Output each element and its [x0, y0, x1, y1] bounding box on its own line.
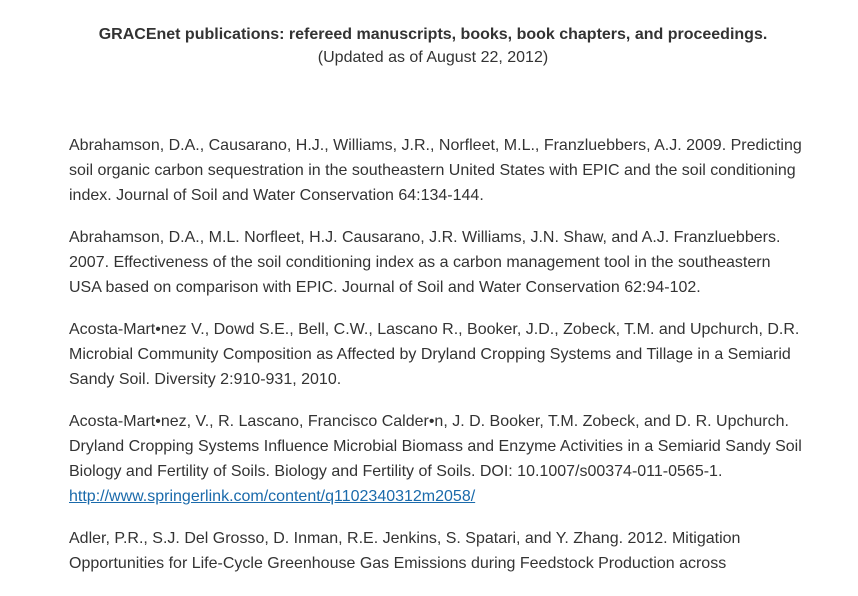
reference-list — [69, 133, 804, 593]
reference-item — [69, 133, 804, 208]
reference-text: Acosta-Mart•nez V., Dowd S.E., Bell, C.W., Lascano R., Booker, J.D., Zobeck, T.M. and Upchurch, D.R. Microbial Community Composition as Affected by Dryland Cropping Systems and Tillage in a Semiarid Sandy Soil. Diversity 2:910-931, 2010. — [69, 321, 800, 388]
document-header — [0, 24, 858, 69]
reference-item — [69, 526, 804, 576]
reference-item — [69, 225, 804, 300]
page-title: GRACEnet publications: refereed manuscripts, books, book chapters, and proceedings. — [98, 26, 768, 43]
reference-item — [69, 409, 804, 509]
reference-item — [69, 317, 804, 392]
page-subtitle: (Updated as of August 22, 2012) — [317, 49, 549, 66]
reference-text: Adler, P.R., S.J. Del Grosso, D. Inman, R.E. Jenkins, S. Spatari, and Y. Zhang. 2012. Mitigation Opportunities for Life-Cycle Greenhouse Gas Emissions during Feedstock Production across — [69, 530, 741, 572]
reference-text: Abrahamson, D.A., Causarano, H.J., Williams, J.R., Norfleet, M.L., Franzluebbers, A.J. 2009. Predicting soil organic carbon sequestration in the southeastern United States with EPIC and the soil conditioning index. Journal of Soil and Water Conservation 64:134-144. — [69, 137, 802, 204]
reference-text: Abrahamson, D.A., M.L. Norfleet, H.J. Causarano, J.R. Williams, J.N. Shaw, and A.J. Franzluebbers. 2007. Effectiveness of the soil conditioning index as a carbon management tool in the southeastern USA based on comparison with EPIC. Journal of Soil and Water Conservation 62:94-102. — [69, 229, 781, 296]
reference-text: Acosta-Mart•nez, V., R. Lascano, Francisco Calder•n, J. D. Booker, T.M. Zobeck, and D. R. Upchurch. Dryland Cropping Systems Influence Microbial Biomass and Enzyme Activities in a Semiarid Sandy Soil Biology and Fertility of Soils. Biology and Fertility of Soils. DOI: 10.1007/s00374-011-0565-1. — [69, 413, 802, 480]
reference-link[interactable]: http://www.springerlink.com/content/q1102340312m2058/ — [69, 488, 476, 505]
